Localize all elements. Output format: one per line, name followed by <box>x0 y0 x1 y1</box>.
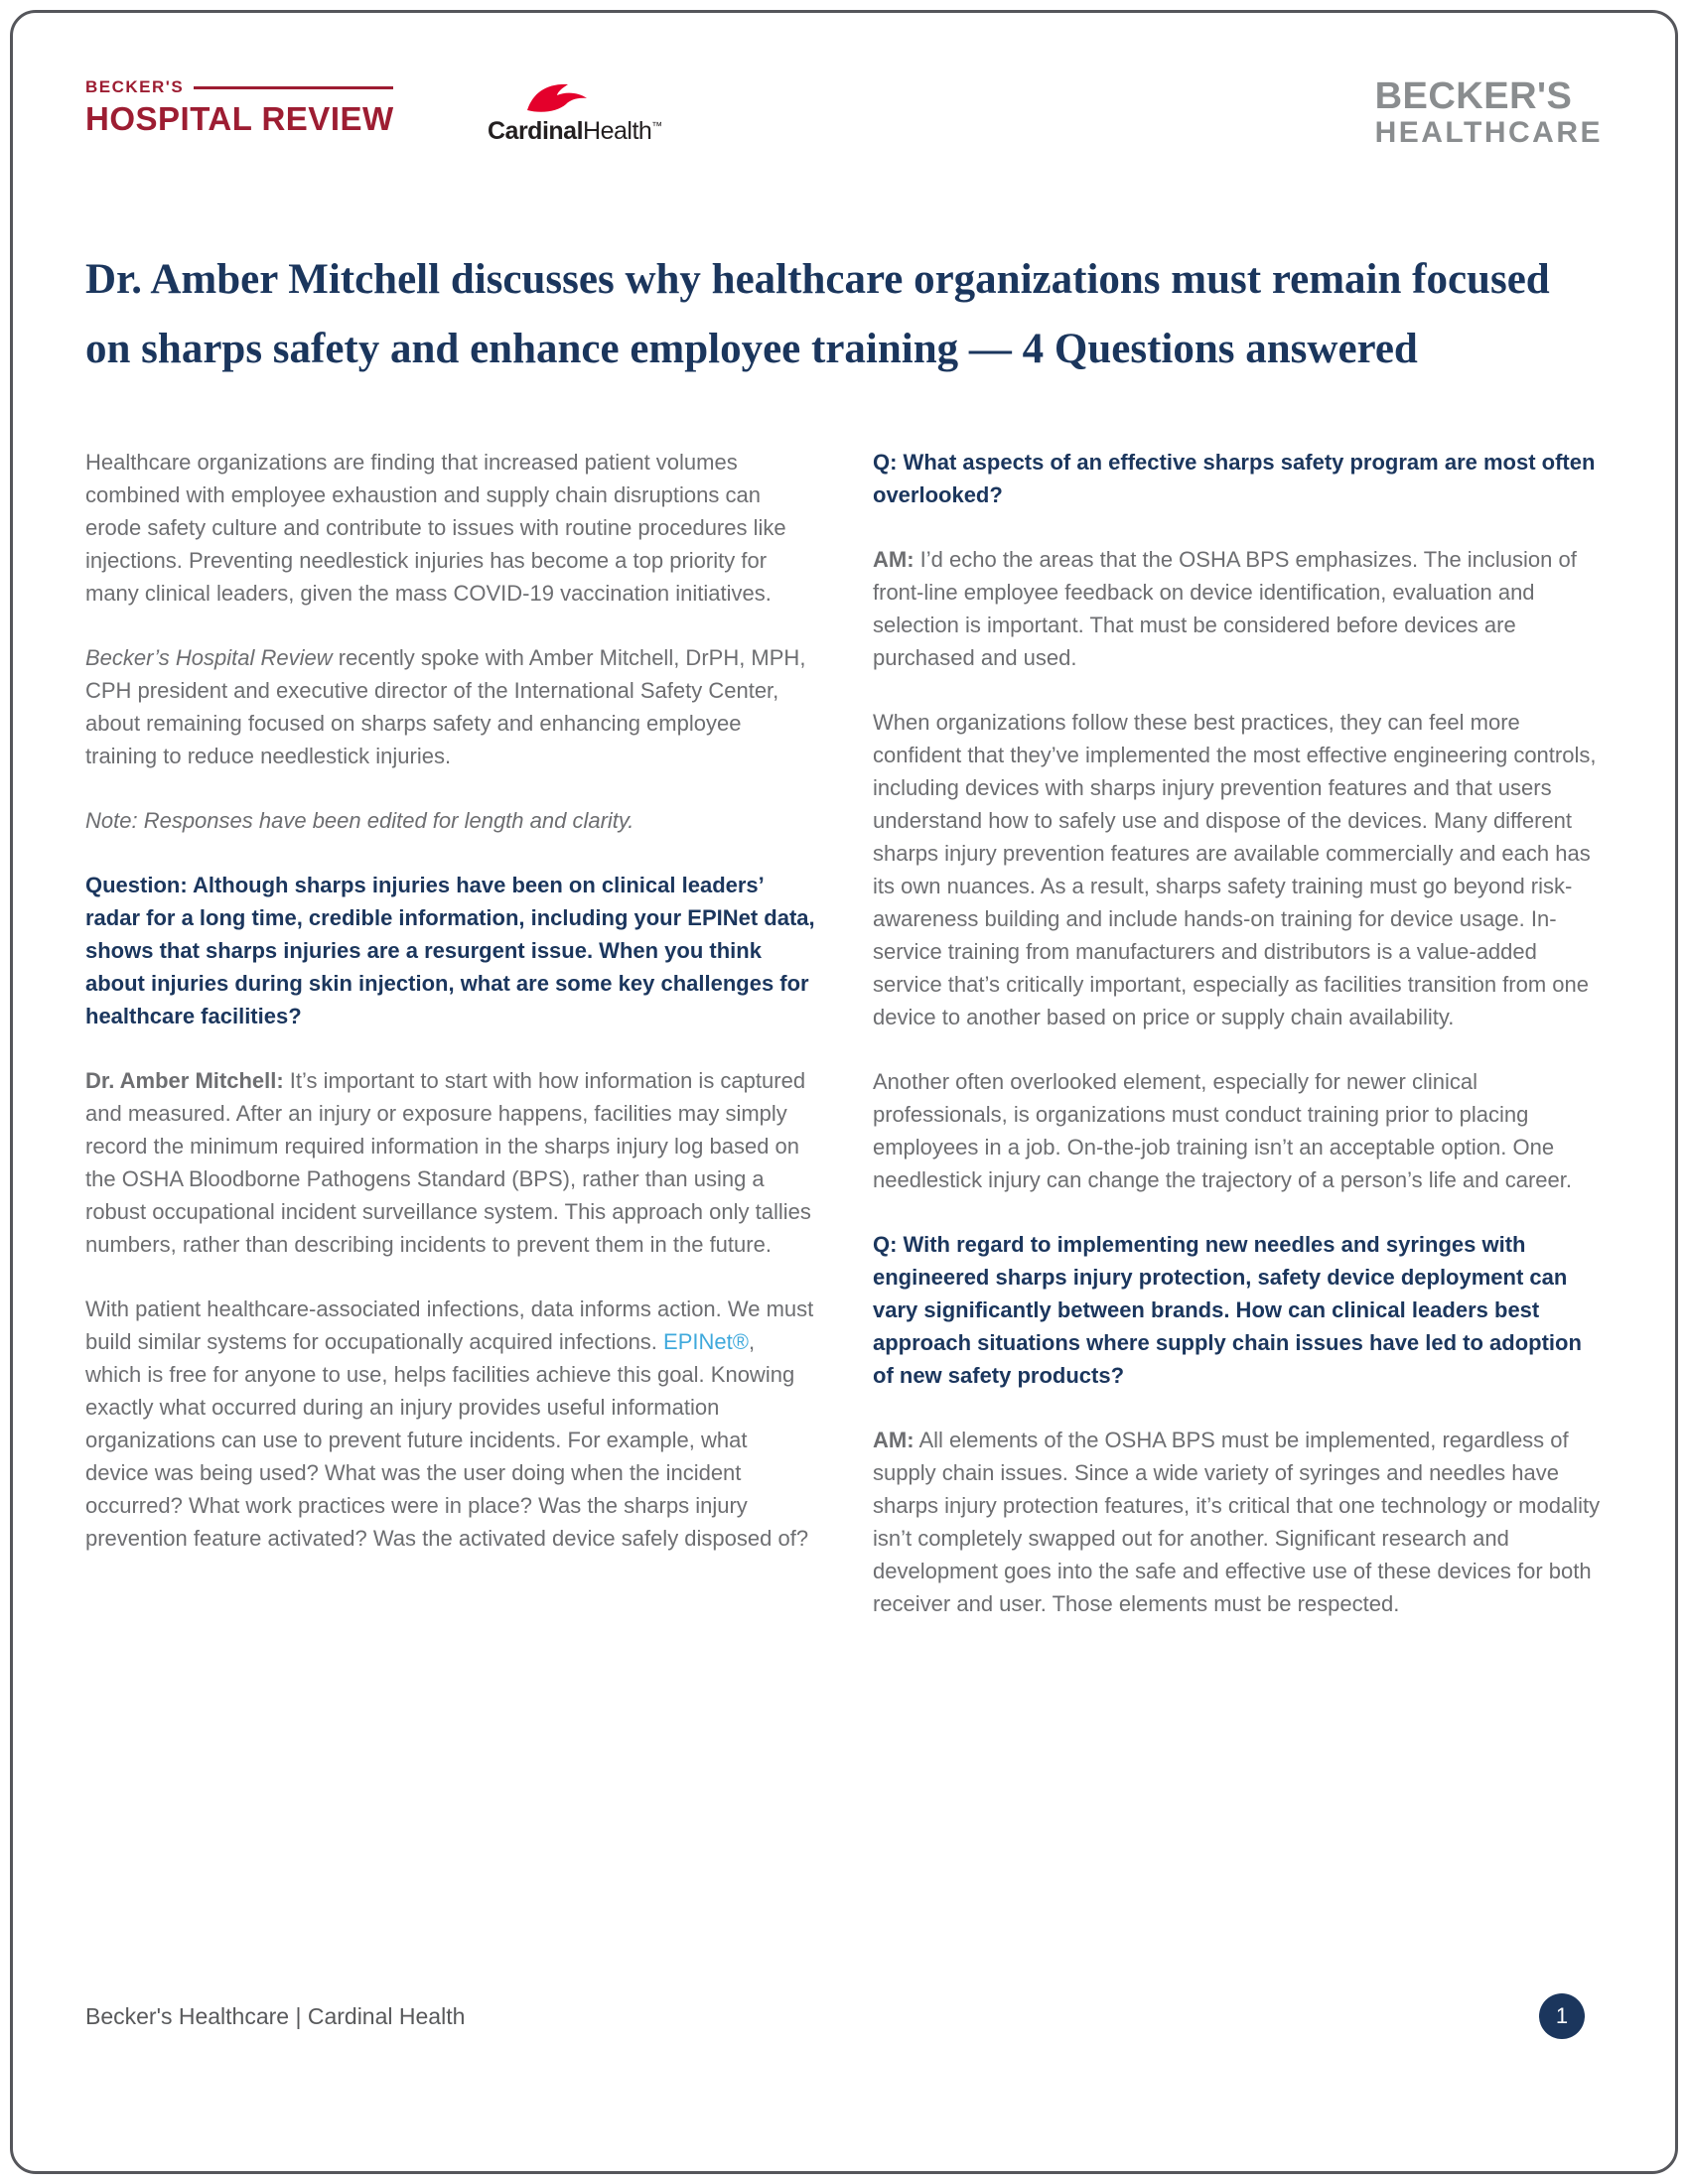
logo-rule-line <box>194 86 393 89</box>
publication-name-italic: Becker’s Hospital Review <box>85 645 333 671</box>
footer-attribution: Becker's Healthcare | Cardinal Health <box>85 2002 466 2029</box>
epinet-link[interactable]: EPINet® <box>663 1329 749 1355</box>
cardinal-health-wordmark <box>488 117 662 146</box>
paragraph-text: All elements of the OSHA BPS must be implemented, regardless of supply chain issues. Since a wide variety of syringes and needles have sharps injury protection features, it’s critical that one technology or modality isn’t completely swapped out for another. Significant research and development goes into the safe and effective use of these devices for both receiver and user. Those elements must be respected. <box>873 1428 1601 1617</box>
document-page <box>85 77 1603 1652</box>
answer-2-paragraph <box>873 543 1603 674</box>
paragraph-text: It’s important to start with how information is captured and measured. After an injury or exposure happens, facilities may simply record the minimum required information in the sharps injury log based on the OSHA Bloodborne Pathogens Standard (BPS), rather than using a robust occupational incident surveillance system. This approach only tallies numbers, rather than describing incidents to prevent them in the future. <box>85 1068 811 1258</box>
page-number-badge: 1 <box>1539 1993 1585 2039</box>
speaker-name-lead: Dr. Amber Mitchell: <box>85 1068 284 1094</box>
beckers-hospital-review-logo-wordmark-small: BECKER'S <box>85 77 185 96</box>
article-title: Dr. Amber Mitchell discusses why healthcare organizations must remain focused on sharps safety and enhance employee training — 4 Questions answered <box>85 256 1550 373</box>
trademark-symbol: ™ <box>651 120 662 133</box>
question-2-heading: Q: What aspects of an effective sharps safety program are most often overlooked? <box>873 450 1596 508</box>
header <box>85 77 1603 148</box>
cardinal-bird-icon <box>524 79 596 115</box>
paragraph-text: , which is free for anyone to use, helps facilities achieve this goal. Knowing exactly what occurred during an injury provides useful information organizations can use to prevent future incidents. For example, what device was being used? What was the user doing when the incident occurred? What work practices were in place? Was the sharps injury prevention feature activated? Was the activated device safely disposed of? <box>85 1329 809 1552</box>
epinet-paragraph <box>85 1293 815 1555</box>
cardinal-health-logo <box>488 79 662 146</box>
cardinal-wordmark-bold: Cardinal <box>488 117 584 145</box>
overlooked-element-paragraph: Another often overlooked element, especially for newer clinical professionals, is organizations must conduct training prior to placing employees in a job. On-the-job training isn’t an acceptable option. One needlestick injury can change the trajectory of a person’s life and career. <box>873 1069 1572 1193</box>
speaker-initials-lead: AM: <box>873 547 914 573</box>
paragraph-becker-spoke <box>85 641 815 772</box>
answer-1-paragraph <box>85 1064 815 1261</box>
beckers-hospital-review-logo-wordmark: HOSPITAL REVIEW <box>85 100 394 137</box>
best-practices-paragraph: When organizations follow these best practices, they can feel more confident that they’ve implemented the most effective engineering controls, including devices with sharps injury prevention features and that users understand how to safely use and dispose of the devices. Many different sharps injury prevention features are available commercially and each has its own nuances. As a result, sharps safety training must go beyond risk-awareness building and include hands-on training for device usage. In-service training from manufacturers and distributors is a value-added service that’s critically important, especially as facilities transition from one device to another based on price or supply chain availability. <box>873 710 1597 1030</box>
paragraph-text: recently spoke with Amber Mitchell, DrPH, MPH, CPH president and executive director of the International Safety Center, about remaining focused on sharps safety and enhancing employee training to reduce needlestick injuries. <box>85 645 806 769</box>
cardinal-wordmark-regular: Health <box>583 117 652 145</box>
left-column <box>85 446 815 1652</box>
beckers-healthcare-logo <box>1375 77 1603 148</box>
beckers-hospital-review-logo <box>85 77 393 138</box>
beckers-hospital-review-logo-top <box>85 77 393 97</box>
editor-note: Note: Responses have been edited for length and clarity. <box>85 808 634 834</box>
beckers-healthcare-line1: BECKER'S <box>1374 75 1573 117</box>
right-column <box>873 446 1603 1652</box>
paragraph-text: I’d echo the areas that the OSHA BPS emphasizes. The inclusion of front-line employee feedback on device identification, evaluation and selection is important. That must be considered before devices are purchased and used. <box>873 547 1577 671</box>
paragraph-text: With patient healthcare-associated infections, data informs action. We must build similar systems for occupationally acquired infections. <box>85 1297 814 1355</box>
question-3-heading: Q: With regard to implementing new needles and syringes with engineered sharps injury protection, safety device deployment can vary significantly between brands. How can clinical leaders best approach situations where supply chain issues have led to adoption of new safety products? <box>873 1232 1582 1389</box>
article-body <box>85 446 1603 1652</box>
intro-paragraph: Healthcare organizations are finding that increased patient volumes combined with employee exhaustion and supply chain disruptions can erode safety culture and contribute to issues with routine procedures like injections. Preventing needlestick injuries has become a top priority for many clinical leaders, given the mass COVID-19 vaccination initiatives. <box>85 450 786 607</box>
beckers-healthcare-line2: HEALTHCARE <box>1374 115 1603 149</box>
footer <box>85 1993 1603 2039</box>
speaker-initials-lead: AM: <box>873 1428 914 1453</box>
answer-3-paragraph <box>873 1424 1603 1620</box>
question-1-heading: Question: Although sharps injuries have been on clinical leaders’ radar for a long time, credible information, including your EPINet data, shows that sharps injuries are a resurgent issue. When you think about injuries during skin injection, what are some key challenges for healthcare facilities? <box>85 873 815 1029</box>
